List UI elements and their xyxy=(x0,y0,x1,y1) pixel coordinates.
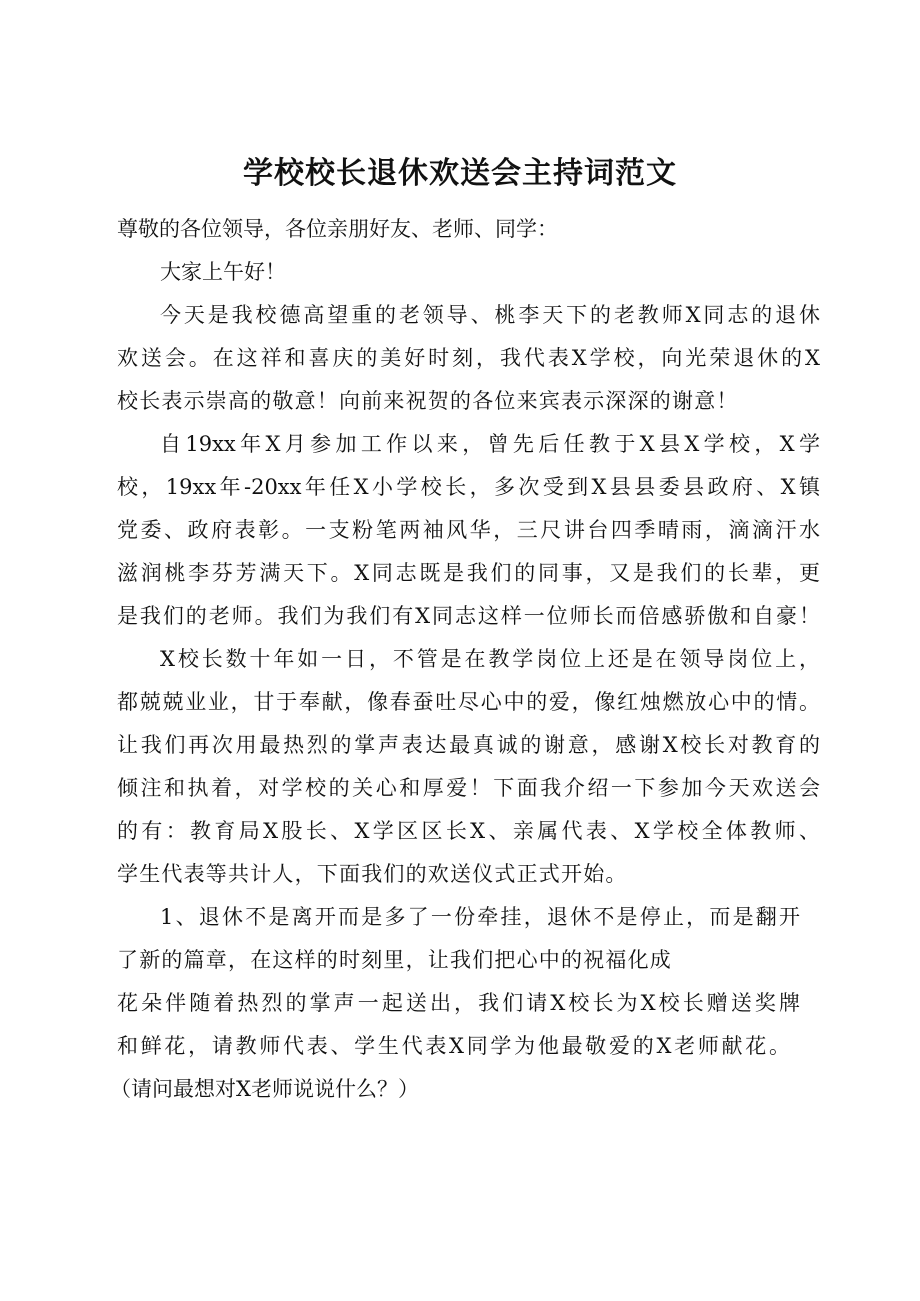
paragraph-line: 让我们再次用最热烈的掌声表达最真诚的谢意，感谢X校长对教育的 xyxy=(117,733,820,757)
salutation-line: 尊敬的各位领导，各位亲朋好友、老师、同学： xyxy=(117,217,558,241)
paragraph-line: X校长数十年如一日，不管是在教学岗位上还是在领导岗位上， xyxy=(160,647,820,671)
paragraph-line: 是我们的老师。我们为我们有X同志这样一位师长而倍感骄傲和自豪！ xyxy=(117,604,820,628)
greeting-line: 大家上午好！ xyxy=(160,260,286,284)
paragraph-line: 欢送会。在这祥和喜庆的美好时刻，我代表X学校，向光荣退休的X xyxy=(117,346,820,370)
paragraph-line: 都兢兢业业，甘于奉献，像春蚕吐尽心中的爱，像红烛燃放心中的情。 xyxy=(117,690,820,714)
paragraph-line: 的有：教育局X股长、X学区区长X、亲属代表、X学校全体教师、 xyxy=(117,819,820,843)
paragraph-line: 1、退休不是离开而是多了一份牵挂，退休不是停止，而是翻开 xyxy=(160,905,800,929)
paragraph-line: 滋润桃李芬芳满天下。X同志既是我们的同事，又是我们的长辈，更 xyxy=(117,561,820,585)
paragraph-line: 自19xx年X月参加工作以来，曾先后任教于X县X学校，X学 xyxy=(160,432,820,456)
paragraph-line: 校，19xx年-20xx年任X小学校长，多次受到X县县委县政府、X镇 xyxy=(117,475,820,499)
paragraph-line: 倾注和执着，对学校的关心和厚爱！下面我介绍一下参加今天欢送会 xyxy=(117,776,820,800)
question-line: （请问最想对X老师说说什么？） xyxy=(110,1077,419,1101)
document-title: 学校校长退休欢送会主持词范文 xyxy=(243,156,677,191)
paragraph-line: 今天是我校德高望重的老领导、桃李天下的老教师X同志的退休 xyxy=(160,303,820,327)
paragraph-line: 党委、政府表彰。一支粉笔两袖风华，三尺讲台四季晴雨，滴滴汗水 xyxy=(117,518,820,542)
paragraph-line: 和鲜花，请教师代表、学生代表X同学为他最敬爱的X老师献花。 xyxy=(117,1034,790,1058)
paragraph-line: 校长表示崇高的敬意！向前来祝贺的各位来宾表示深深的谢意！ xyxy=(117,389,739,413)
paragraph-line: 了新的篇章，在这样的时刻里，让我们把心中的祝福化成 xyxy=(117,948,672,972)
paragraph-line: 学生代表等共计人，下面我们的欢送仪式正式开始。 xyxy=(117,862,628,886)
paragraph-line: 花朵伴随着热烈的掌声一起送出，我们请X校长为X校长赠送奖牌 xyxy=(117,991,800,1015)
